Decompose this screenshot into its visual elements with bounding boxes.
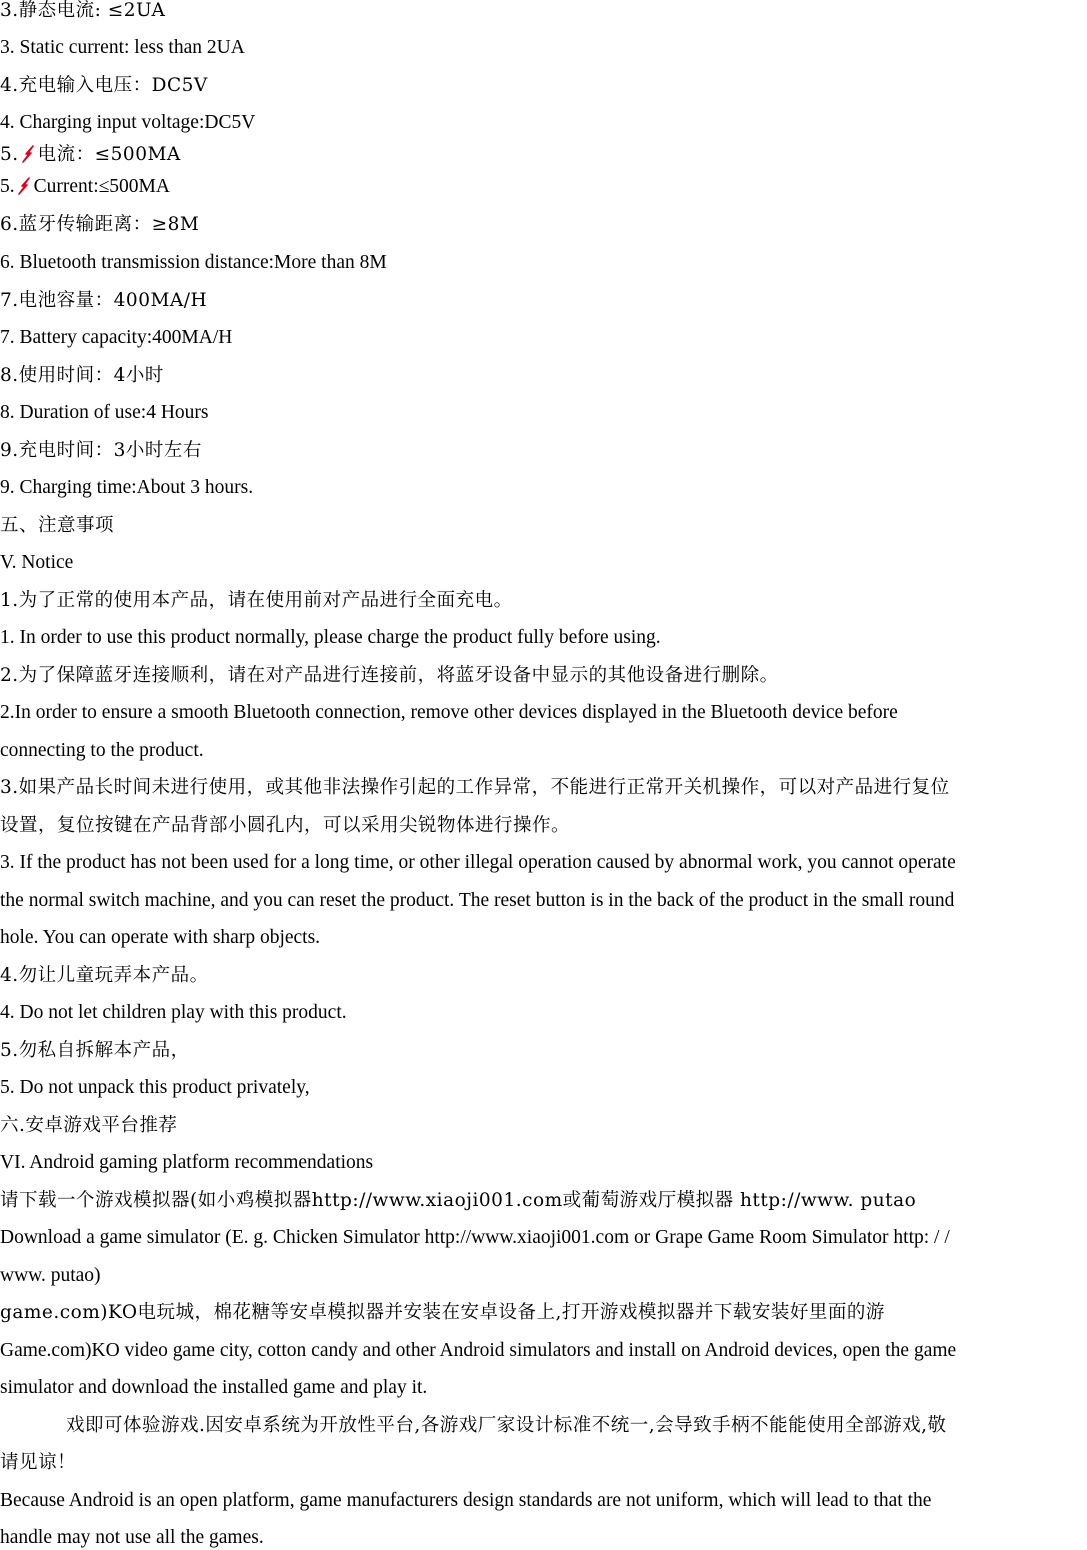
chinese-text-line: game.com)KO电玩城，棉花糖等安卓模拟器并安装在安卓设备上,打开游戏模拟器并下载安装好里面的游 (0, 1302, 885, 1323)
english-text-line (0, 176, 1087, 198)
english-text-line: 5. Do not unpack this product privately, (0, 1077, 310, 1098)
lightning-bolt-icon (17, 177, 31, 195)
english-text-line: 1. In order to use this product normally, please charge the product fully before using. (0, 627, 661, 648)
item-number: 5. (0, 144, 19, 165)
chinese-text-line: 设置，复位按键在产品背部小圆孔内，可以采用尖锐物体进行操作。 (0, 815, 571, 836)
chinese-text-line: 7.电池容量：400MA/H (0, 290, 208, 311)
item-number: 5. (0, 176, 15, 197)
english-text-line: www. putao) (0, 1265, 101, 1286)
english-text-line: 3. If the product has not been used for a long time, or other illegal operation caused by abnormal work, you cannot operate (0, 852, 956, 873)
chinese-text-line: 3.如果产品长时间未进行使用，或其他非法操作引起的工作异常，不能进行正常开关机操作，可以对产品进行复位 (0, 777, 950, 798)
chinese-text-line: 1.为了正常的使用本产品，请在使用前对产品进行全面充电。 (0, 590, 513, 611)
english-text-line: 4. Do not let children play with this product. (0, 1002, 347, 1023)
english-text-line: Game.com)KO video game city, cotton candy and other Android simulators and install on Android devices, open the game (0, 1340, 957, 1361)
english-text-line: 7. Battery capacity:400MA/H (0, 327, 233, 348)
lightning-bolt-icon (21, 145, 35, 163)
english-text-line: 8. Duration of use:4 Hours (0, 402, 209, 423)
line-text: Current:≤500MA (33, 176, 170, 197)
english-text-line: hole. You can operate with sharp objects. (0, 927, 321, 948)
english-text-line: connecting to the product. (0, 740, 204, 761)
english-text-line: 9. Charging time:About 3 hours. (0, 477, 254, 498)
chinese-text-line (0, 144, 1087, 166)
english-text-line: simulator and download the installed game and play it. (0, 1377, 428, 1398)
english-text-line: 6. Bluetooth transmission distance:More than 8M (0, 252, 387, 273)
chinese-text-line: 五、注意事项 (0, 515, 115, 536)
chinese-text-line: 9.充电时间：3小时左右 (0, 440, 202, 461)
chinese-text-line: 六.安卓游戏平台推荐 (0, 1115, 178, 1136)
english-text-line: 4. Charging input voltage:DC5V (0, 112, 256, 133)
english-text-line: VI. Android gaming platform recommendations (0, 1152, 374, 1173)
chinese-text-line: 请见谅！ (0, 1452, 77, 1473)
chinese-text-line: 2.为了保障蓝牙连接顺利，请在对产品进行连接前，将蓝牙设备中显示的其他设备进行删除。 (0, 665, 779, 686)
chinese-text-line: 8.使用时间：4小时 (0, 365, 164, 386)
chinese-text-line: 戏即可体验游戏.因安卓系统为开放性平台,各游戏厂家设计标准不统一,会导致手柄不能能使用全部游戏,敬 (66, 1415, 947, 1436)
line-text: 电流：≤500MA (37, 144, 181, 165)
chinese-text-line: 请下载一个游戏模拟器(如小鸡模拟器http://www.xiaoji001.com或葡萄游戏厅模拟器 http://www. putao (0, 1190, 917, 1211)
english-text-line: handle may not use all the games. (0, 1527, 264, 1548)
english-text-line: V. Notice (0, 552, 74, 573)
chinese-text-line: 4.勿让儿童玩弄本产品。 (0, 965, 209, 986)
chinese-text-line: 4.充电输入电压：DC5V (0, 75, 208, 96)
chinese-text-line: 6.蓝牙传输距离：≥8M (0, 214, 200, 235)
english-text-line: Because Android is an open platform, game manufacturers design standards are not uniform, which will lead to that the (0, 1490, 932, 1511)
english-text-line: 3. Static current: less than 2UA (0, 37, 245, 58)
english-text-line: the normal switch machine, and you can reset the product. The reset button is in the back of the product in the small round (0, 890, 955, 911)
english-text-line: Download a game simulator (E. g. Chicken Simulator http://www.xiaoji001.com or Grape Game Room Simulator http: / / (0, 1227, 950, 1248)
english-text-line: 2.In order to ensure a smooth Bluetooth connection, remove other devices displayed in the Bluetooth device before (0, 702, 898, 723)
chinese-text-line: 5.勿私自拆解本产品， (0, 1040, 190, 1061)
chinese-text-line: 3.静态电流: ≤2UA (0, 0, 166, 21)
